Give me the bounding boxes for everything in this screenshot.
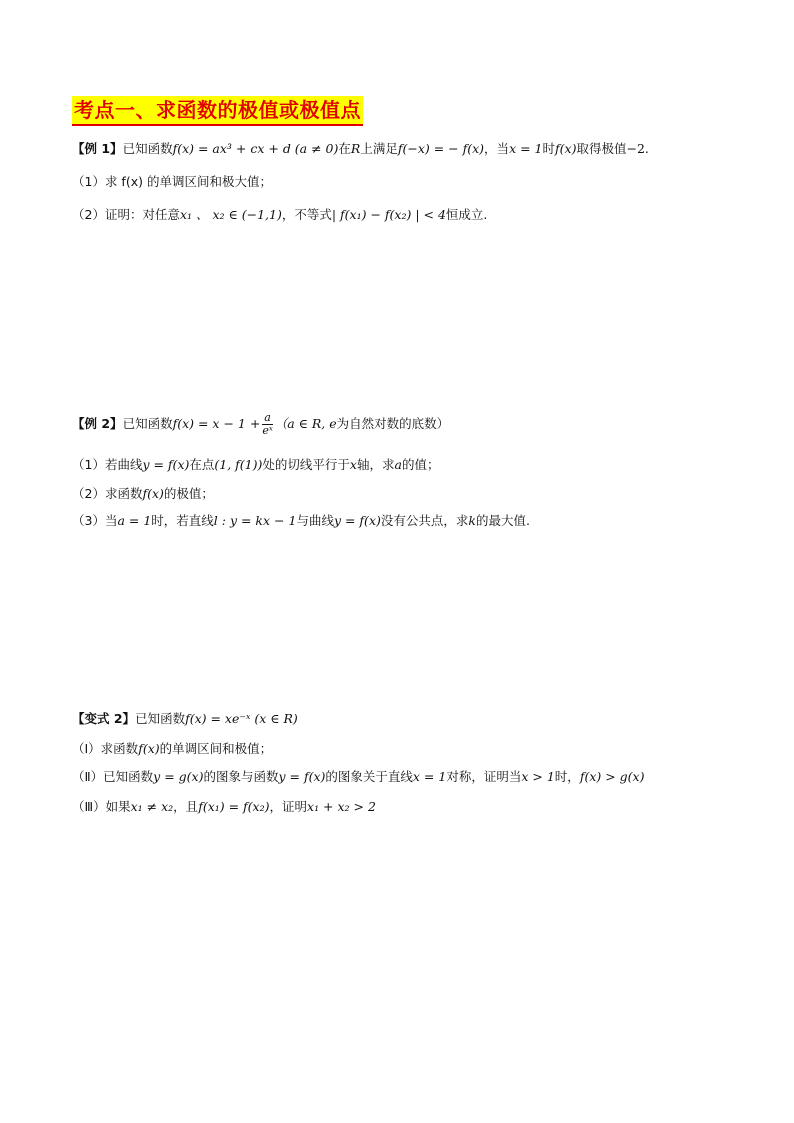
text: （1）若曲线 [72, 457, 143, 472]
example2-question-1 [72, 456, 439, 474]
example1-text: 上满足 [360, 141, 398, 156]
math: x [349, 457, 357, 472]
math: a [394, 457, 402, 472]
math: y = g(x) [153, 769, 204, 784]
example1-q2-vars: x₁ 、 x₂ ∈ (−1,1) [179, 207, 282, 222]
text: （Ⅲ）如果 [72, 799, 131, 814]
text: 的极值； [163, 486, 214, 501]
variant2-question-1 [72, 740, 272, 758]
example1-stem [72, 140, 649, 158]
text: 已知函数 [135, 711, 186, 726]
math: (1, f(1)) [214, 457, 263, 472]
text: 在点 [189, 457, 215, 472]
example1-q2-text: 恒成立. [445, 207, 488, 222]
text: （3）当 [72, 513, 118, 528]
math: l : y = kx − 1 [213, 513, 297, 528]
example1-text: ，当 [484, 141, 510, 156]
text: ，且 [173, 799, 199, 814]
example1-function: f(x) = ax³ + cx + d (a ≠ 0) [172, 141, 339, 156]
example2-stem-prefix: 已知函数 [122, 416, 173, 431]
math: k [468, 513, 476, 528]
example1-q2-prefix: （2）证明：对任意 [72, 207, 180, 222]
text: 时，若直线 [151, 513, 214, 528]
text: 没有公共点，求 [380, 513, 469, 528]
math: y = f(x) [333, 513, 381, 528]
math: x = 1 [412, 769, 447, 784]
example2-condition: （a ∈ R, e [274, 416, 337, 431]
example2-stem [72, 412, 449, 437]
example1-extreme-value: −2 [626, 141, 645, 156]
text: 与曲线 [296, 513, 334, 528]
math: f(x) [138, 741, 160, 756]
text: 处的切线平行于 [262, 457, 350, 472]
example1-text: 取得极值 [576, 141, 627, 156]
example2-condition-text: 为自然对数的底数） [336, 416, 450, 431]
text: 的最大值. [475, 513, 530, 528]
text: （Ⅱ）已知函数 [72, 769, 154, 784]
variant2-label: 【变式 2】 [72, 711, 136, 726]
fraction-numerator: a [264, 411, 271, 424]
text: ，证明 [269, 799, 308, 814]
text: （Ⅰ）求函数 [72, 741, 139, 756]
example1-label: 【例 1】 [72, 141, 123, 156]
variant2-stem [72, 710, 298, 728]
fraction-denominator: eˣ [262, 424, 273, 437]
text: 的图象关于直线 [325, 769, 413, 784]
text: （2）求函数 [72, 486, 143, 501]
text: 的单调区间和极值； [159, 741, 273, 756]
text: 轴，求 [356, 457, 395, 472]
math: y = f(x) [142, 457, 190, 472]
example1-question-1: （1）求 f(x) 的单调区间和极大值； [72, 174, 272, 189]
text: 对称，证明当 [446, 769, 522, 784]
example1-text: 在 [338, 141, 351, 156]
example1-fx: f(x) [555, 141, 577, 156]
example2-question-3 [72, 512, 530, 530]
math: x₁ ≠ x₂ [130, 799, 174, 814]
example1-domain: R [350, 141, 361, 156]
text: 时， [554, 769, 580, 784]
math: y = f(x) [278, 769, 326, 784]
example1-q2-inequality: | f(x₁) − f(x₂) | < 4 [331, 207, 446, 222]
math: f(x) [142, 486, 164, 501]
math: a = 1 [117, 513, 152, 528]
example1-q2-text: ，不等式 [281, 207, 332, 222]
variant2-function: f(x) = xe⁻ˣ (x ∈ R) [185, 711, 298, 726]
math: f(x₁) = f(x₂) [198, 799, 270, 814]
section-heading: 考点一、求函数的极值或极值点 [72, 96, 363, 126]
example1-text: 时 [542, 141, 556, 156]
example1-question-2 [72, 206, 487, 224]
text: 的值； [401, 457, 440, 472]
example1-stem-prefix: 已知函数 [122, 141, 173, 156]
math: x₁ + x₂ > 2 [307, 799, 376, 814]
math: x > 1 [521, 769, 555, 784]
variant2-question-2 [72, 768, 644, 786]
variant2-question-3 [72, 798, 376, 816]
example2-function: f(x) = x − 1 + [172, 416, 261, 431]
example2-question-2 [72, 485, 214, 503]
example1-x-value: x = 1 [509, 141, 543, 156]
text: 的图象与函数 [203, 769, 279, 784]
example1-odd-condition: f(−x) = − f(x) [397, 141, 485, 156]
example1-text: . [644, 141, 649, 156]
math: f(x) > g(x) [579, 769, 645, 784]
example2-label: 【例 2】 [72, 416, 123, 431]
example2-fraction [262, 412, 272, 437]
